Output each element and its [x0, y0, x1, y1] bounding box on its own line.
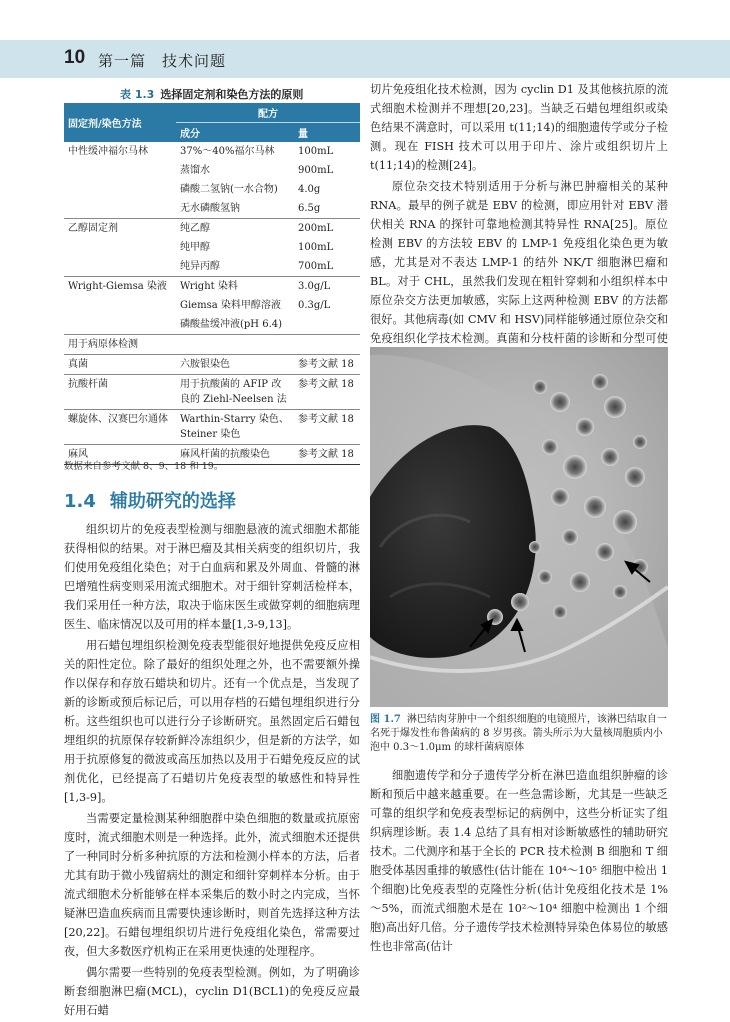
table-cell: 用于抗酸菌的 AFIP 改良的 Ziehl-Neelsen 法: [176, 375, 294, 410]
section-running-title: 第一篇 技术问题: [98, 52, 227, 70]
table-cell: 0.3g/L: [298, 300, 331, 311]
table-cell: Warthin-Starry 染色、Steiner 染色: [176, 410, 294, 445]
table-cell: Giemsa 染料甲醇溶液: [180, 300, 281, 311]
table-cell: [64, 161, 176, 180]
table-cell: 中性缓冲福尔马林: [68, 146, 148, 157]
table-cell: 纯异丙醇: [180, 261, 220, 272]
paragraph: 切片免疫组化技术检测，因为 cyclin D1 及其他核抗原的流式细胞术检测并不理想[20,23]。当缺乏石蜡包埋组织或染色结果不满意时，可以采用 t(11;14)的细胞遗传学或分子检测。现在 FISH 技术可以用于印片、涂片或组织切片上 t(11;14)的检测[24]。: [370, 83, 668, 172]
table-row: [64, 180, 360, 199]
table-row: [64, 219, 360, 239]
table-row: [64, 161, 360, 180]
table-cell: [294, 315, 360, 335]
table-cell: [64, 199, 176, 219]
table-row: [64, 296, 360, 315]
right-column-text-bottom: [370, 766, 668, 958]
table-row: [64, 199, 360, 219]
table-cell: 900mL: [298, 165, 334, 176]
table-cell: 六胺银染色: [176, 355, 294, 375]
table-cell: 磷酸盐缓冲液(pH 6.4): [180, 319, 283, 330]
table-cell: 100mL: [298, 146, 334, 157]
table-note: 数据来自参考文献 8、9、18 和 19。: [64, 461, 224, 472]
table-cell: [64, 238, 176, 257]
table-row: [64, 410, 360, 445]
electron-micrograph: [370, 347, 668, 707]
table-row: [64, 277, 360, 297]
table-cell: 6.5g: [298, 203, 321, 214]
table-cell: 用于病原体检测: [64, 335, 176, 355]
table-caption: [64, 86, 359, 102]
table-cell: Wright-Giemsa 染液: [64, 277, 176, 297]
table-head: [64, 103, 360, 142]
table-cell: 参考文献 18: [294, 355, 360, 375]
table-cell: [64, 257, 176, 277]
table-cell: 螺旋体、汉赛巴尔通体: [64, 410, 176, 445]
paragraph: 组织切片的免疫表型检测与细胞悬液的流式细胞术都能获得相似的结果。对于淋巴瘤及其相关病变的组织切片，我们使用免疫组化染色；对于白血病和累及外周血、骨髓的淋巴增殖性病变则采用流式细胞术。对于细针穿刺活检样本，我们采用任一种方法，取决于临床医生或做穿刺的细胞病理医生、临床情况以及可用的样本量[1,3-9,13]。: [64, 523, 360, 631]
table-row: [64, 142, 360, 161]
table-header-recipe: 配方: [176, 103, 360, 123]
table-cell: 37%～40%福尔马林: [180, 146, 275, 157]
section-heading: [64, 487, 236, 513]
table-cell: Wright 染料: [176, 277, 294, 297]
table-body: [64, 142, 360, 465]
table-cell: 蒸馏水: [180, 165, 210, 176]
paragraph: 当需要定量检测某种细胞群中染色细胞的数量或抗原密度时，流式细胞术则是一种选择。此外，流式细胞术还提供了一种同时分析多种抗原的方法和检测小样本的方法，后者尤其有助于微小残留病灶的测定和细针穿刺样本分析。由于流式细胞术分析能够在样本采集后的数小时之内完成，当怀疑淋巴造血疾病而且需要快速诊断时，则首先选择这种方法[20,22]。石蜡包埋组织切片进行免疫组化染色，常需要过夜，但大多数医疗机构正在采用更快速的处理程序。: [64, 812, 360, 958]
section-title: 辅助研究的选择: [109, 491, 236, 512]
table-cell: 磷酸二氢钠(一水合物): [180, 184, 278, 195]
table-row: [64, 315, 360, 335]
table-cell: 无水磷酸氢钠: [180, 203, 240, 214]
table-row: [64, 238, 360, 257]
table-header-fixative: 固定剂/染色方法: [64, 103, 176, 142]
table-cell: 700mL: [298, 261, 334, 272]
table-row: [64, 257, 360, 277]
paragraph: 原位杂交技术特别适用于分析与淋巴肿瘤相关的某种 RNA。最早的例子就是 EBV 的检测，即应用针对 EBV 潜伏相关 RNA 的探针可靠地检测其特异性 RNA[25]。原位检测 EBV 的方法较 EBV 的 LMP-1 免疫组化染色更为敏感，尤其是对不表达 LMP-1 的结外 NK/T 细胞淋巴瘤和 BL。对于 CHL，虽然我们发现在粗针穿刺和小组织样本中原位杂交方法更加敏感，实际上这两种检测 EBV 的方法都很好。其他病毒(如 CMV 和 HSV)同样能够通过原位杂交和免疫组织化学技术检测。真菌和分枝杆菌的诊断和分型可使: [370, 180, 668, 345]
micrograph-image: [370, 347, 668, 707]
table-cell: 参考文献 18: [294, 410, 360, 445]
figure-label: 图 1.7: [370, 714, 401, 725]
table-cell: 麻风: [64, 445, 176, 465]
figure-caption-text: 淋巴结肉芽肿中一个组织细胞的电镜照片，该淋巴结取自一名死于爆发性布鲁菌病的 8 岁男孩。箭头所示为大量核周胞质内小泡中 0.3～1.0μm 的球杆菌病原体: [370, 714, 667, 753]
table-header-amount: 量: [294, 123, 360, 143]
table-cell: 麻风杆菌的抗酸染色: [176, 445, 294, 465]
table-cell: [64, 180, 176, 199]
table-cell: 200mL: [294, 219, 360, 239]
table-cell: 纯甲醇: [180, 242, 210, 253]
table-cell: [294, 335, 360, 355]
table-row: [64, 335, 360, 355]
page-number: 10: [64, 47, 86, 68]
table-row: [64, 375, 360, 410]
table-row: [64, 355, 360, 375]
table-cell: 参考文献 18: [294, 445, 360, 465]
table-caption-title: 选择固定剂和染色方法的原则: [160, 88, 304, 101]
table-cell: 100mL: [298, 242, 334, 253]
page-header: [0, 40, 730, 78]
table-cell: 真菌: [64, 355, 176, 375]
table-cell: 乙醇固定剂: [64, 219, 176, 239]
table-cell: 参考文献 18: [294, 375, 360, 410]
figure-caption: [370, 713, 668, 755]
table-cell: 纯乙醇: [176, 219, 294, 239]
table-cell: 抗酸杆菌: [64, 375, 176, 410]
section-number: 1.4: [64, 491, 96, 512]
table-header-component: 成分: [176, 123, 294, 143]
table-cell: [176, 335, 294, 355]
table-cell: [64, 296, 176, 315]
table-caption-label: 表 1.3: [120, 88, 155, 101]
paragraph: 用石蜡包埋组织检测免疫表型能很好地提供免疫反应相关的阳性定位。除了最好的组织处理之外，也不需要额外操作以保存和存放石蜡块和切片。还有一个优点是，当发现了新的诊断或预后标记后，可以用存档的石蜡包埋组织进行分析。这些组织也可以进行分子诊断研究。虽然固定后石蜡包埋组织的抗原保存较新鲜冷冻组织少，但是新的方法学，如用于抗原修复的微波或高压加热以及用于石蜡免疫反应的试剂优化，已经提高了石蜡切片免疫表型的敏感性和特异性[1,3-9]。: [64, 639, 360, 804]
table-cell: 3.0g/L: [294, 277, 360, 297]
table-cell: [64, 315, 176, 335]
fixative-stain-table: [64, 103, 360, 465]
table-cell: 4.0g: [298, 184, 321, 195]
paragraph: 偶尔需要一些特别的免疫表型检测。例如，为了明确诊断套细胞淋巴瘤(MCL)，cyclin D1(BCL1)的免疫反应最好用石蜡: [64, 966, 360, 1017]
paragraph: 细胞遗传学和分子遗传学分析在淋巴造血组织肿瘤的诊断和预后中越来越重要。在一些急需诊断，尤其是一些缺乏可靠的组织学和免疫表型标记的病例中，这些分析证实了组织病理诊断。表 1.4 总结了具有相对诊断敏感性的辅助研究技术。二代测序和基于全长的 PCR 技术检测 B 细胞和 T 细胞受体基因重排的敏感性(估计能在 10⁴～10⁵ 细胞中检出 1 个细胞)比免疫表型的克隆性分析(估计免疫组化技术是 1%～5%，而流式细胞术是在 10²～10⁴ 细胞中检测出 1 个细胞)高出好几倍。分子遗传学技术检测特异染色体易位的敏感性也非常高(估计: [370, 769, 668, 953]
left-column-text: [64, 520, 360, 1022]
